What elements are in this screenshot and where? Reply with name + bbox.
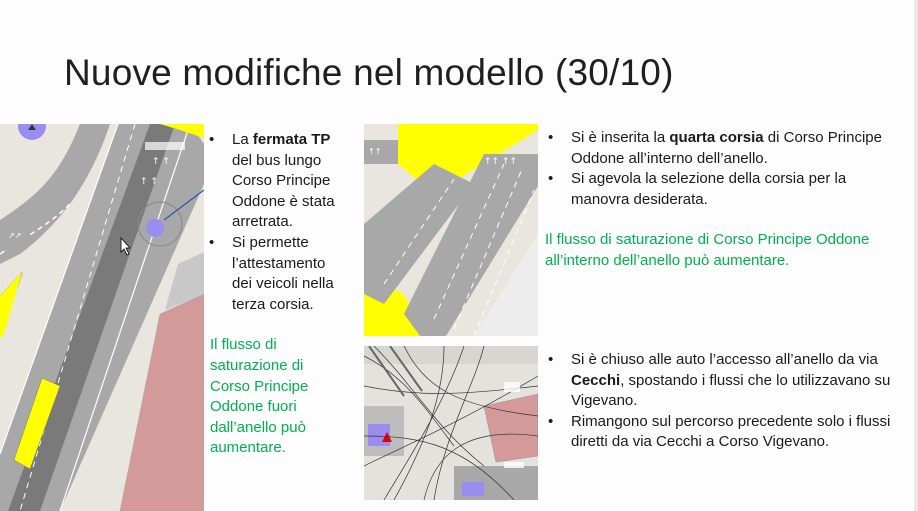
top-right-bullet-1 bbox=[545, 128, 905, 169]
bottom-right-bullet-2: • Rimangono sul percorso precedente solo i flussi diretti da via Cecchi a Corso Vigevano. bbox=[545, 412, 905, 453]
bottom-right-bullet-1-pre: Si è chiuso alle auto l’accesso all’anello da via bbox=[571, 351, 878, 368]
left-bullet-1-post: del bus lungo Corso Principe Oddone è stata arretrata. bbox=[232, 151, 335, 231]
left-bullet-1 bbox=[206, 130, 346, 233]
left-bullet-2: • Si permette l’attestamento dei veicoli nella terza corsia. bbox=[206, 233, 346, 315]
svg-text:↑↑: ↑↑ bbox=[368, 147, 382, 156]
map-image-bottom-right bbox=[364, 346, 538, 500]
svg-text:↑ ↑: ↑ ↑ bbox=[140, 177, 158, 187]
map-image-top-right bbox=[364, 124, 538, 336]
bottom-right-bullet-1 bbox=[545, 350, 905, 412]
svg-text:↑↑ ↑↑: ↑↑ ↑↑ bbox=[484, 157, 518, 167]
slide-title: Nuove modifiche nel modello (30/10) bbox=[64, 52, 674, 93]
bottom-right-bullet-1-post: , spostando i flussi che lo utilizzavano su Vigevano. bbox=[571, 371, 891, 410]
bottom-right-text-block bbox=[545, 350, 905, 453]
top-right-bullet-2: • Si agevola la selezione della corsia per la manovra desiderata. bbox=[545, 169, 905, 210]
left-note: Il flusso di saturazione di Corso Principe Oddone fuori dall’anello può aumentare. bbox=[210, 336, 309, 457]
svg-text:↑ ↑: ↑ ↑ bbox=[152, 157, 170, 167]
bottom-right-bullet-1-bold: Cecchi bbox=[571, 371, 621, 389]
top-right-note: Il flusso di saturazione di Corso Principe Oddone all’interno dell’anello può aumentare. bbox=[545, 231, 870, 269]
window-edge bbox=[914, 0, 918, 511]
svg-text:↗↗: ↗↗ bbox=[8, 231, 22, 240]
top-right-text-block bbox=[545, 128, 905, 272]
left-bullet-1-pre: La bbox=[232, 131, 253, 148]
top-right-bullet-1-post: di Corso Principe Oddone all’interno dell’anello. bbox=[571, 129, 882, 167]
left-text-block bbox=[206, 130, 346, 459]
top-right-bullet-1-pre: Si è inserita la bbox=[571, 129, 670, 146]
left-bullet-1-bold: fermata TP bbox=[252, 131, 331, 148]
top-right-bullet-1-bold: quarta corsia bbox=[669, 129, 764, 146]
map-image-left bbox=[0, 124, 204, 511]
